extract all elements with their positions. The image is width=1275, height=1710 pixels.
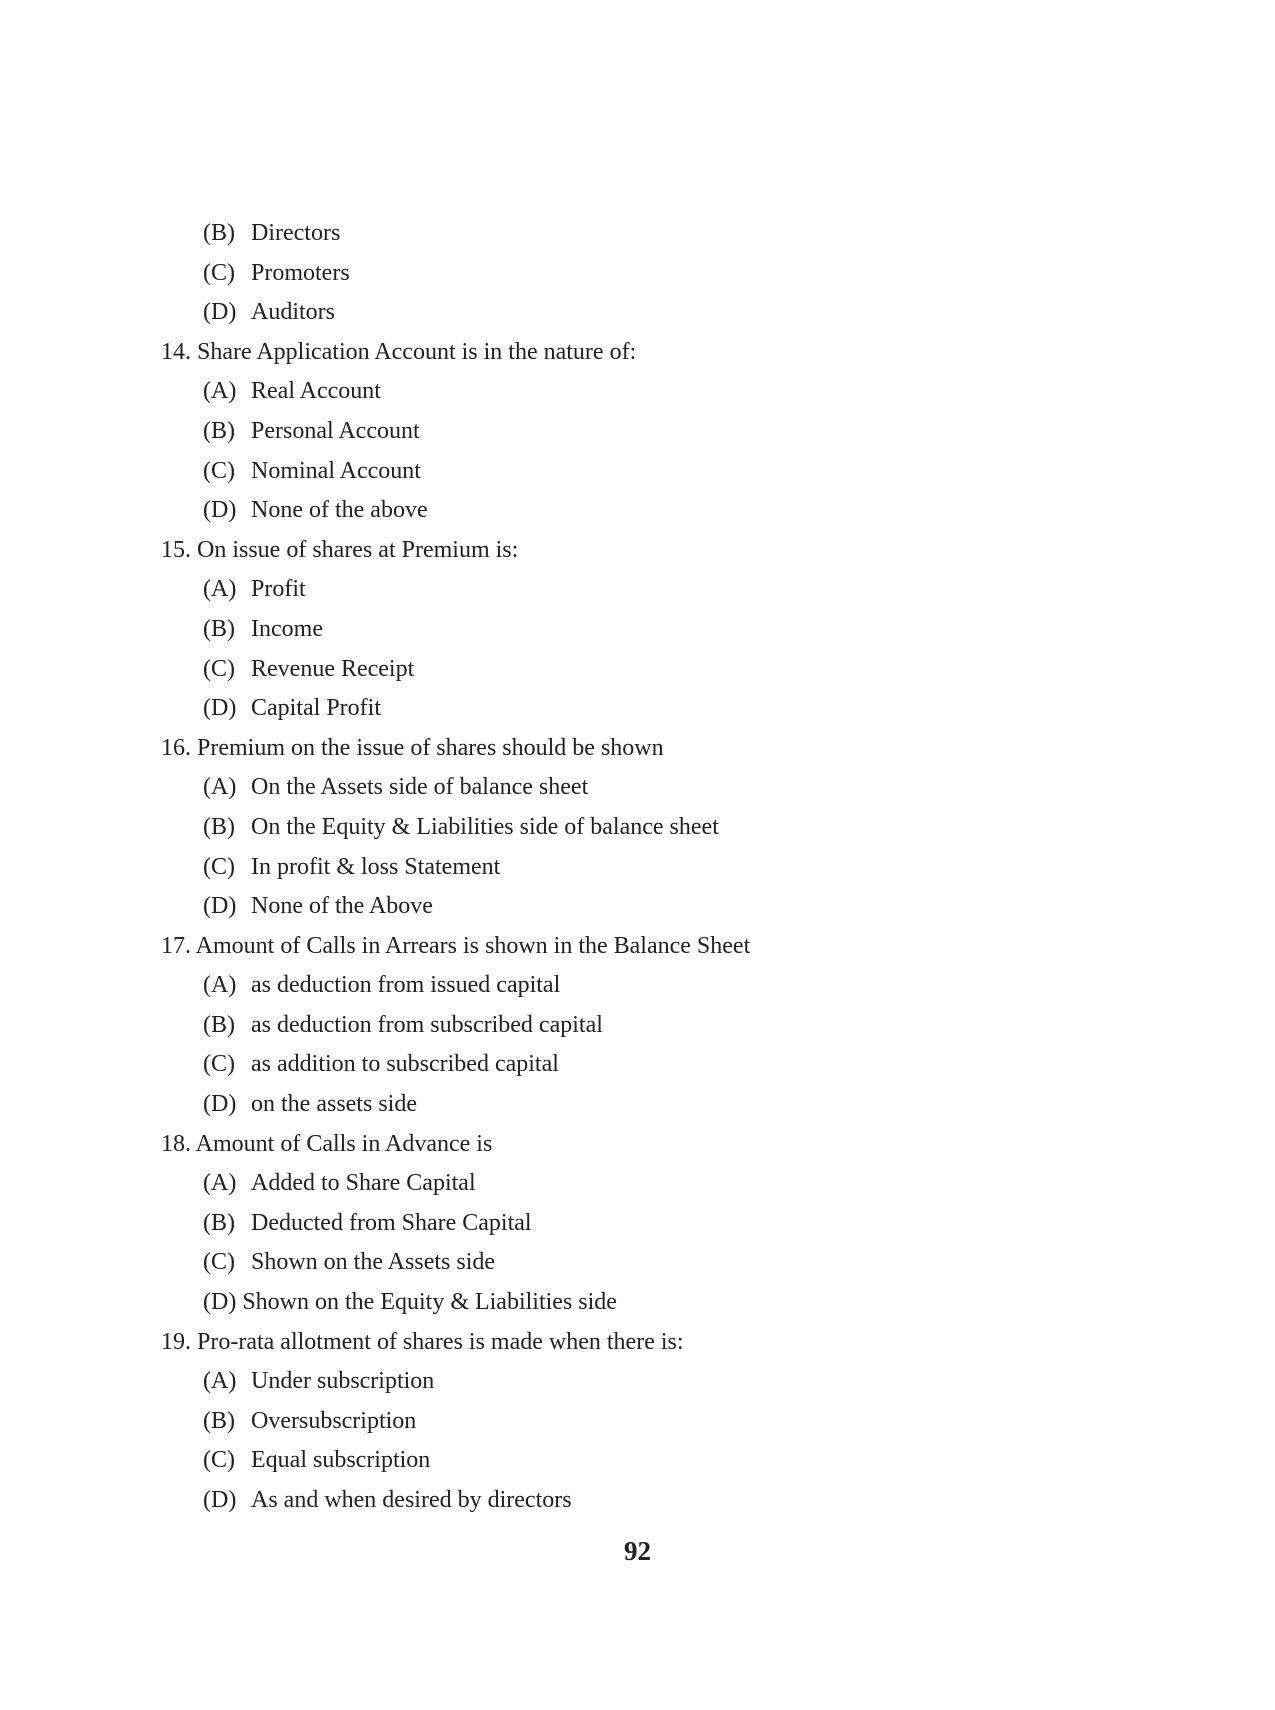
option-letter: (C) <box>203 457 235 484</box>
option-item <box>161 1006 1121 1046</box>
option-item <box>161 1045 1121 1085</box>
option-label: as deduction from subscribed capital <box>251 1011 603 1038</box>
option-label: None of the above <box>251 497 428 524</box>
option-letter: (A) <box>203 774 237 801</box>
option-letter: (B) <box>203 615 235 642</box>
option-item <box>161 808 1121 848</box>
option-label: Capital Profit <box>251 695 381 722</box>
option-label: As and when desired by directors <box>251 1487 572 1513</box>
option-label: Nominal Account <box>251 457 421 484</box>
option-label: Directors <box>251 220 341 246</box>
question-label: 14. Share Application Account is in the nature of: <box>161 338 637 365</box>
question-label: 15. On issue of shares at Premium is: <box>161 536 519 563</box>
option-item <box>161 887 1121 927</box>
option-item <box>161 1204 1121 1244</box>
question-label: 16. Premium on the issue of shares should be shown <box>161 734 664 761</box>
option-letter: (B) <box>203 1209 235 1236</box>
option-label: Added to Share Capital <box>251 1170 476 1197</box>
option-label: Profit <box>251 576 306 603</box>
option-letter: (C) <box>203 259 235 286</box>
option-letter: (D) <box>203 695 237 722</box>
option-letter: (B) <box>203 1407 235 1434</box>
option-label: In profit & loss Statement <box>251 853 501 880</box>
option-label: Real Account <box>251 378 381 405</box>
question-label: 18. Amount of Calls in Advance is <box>161 1130 493 1157</box>
option-item <box>161 1441 1121 1481</box>
option-item <box>161 254 1121 294</box>
option-item <box>161 1362 1121 1402</box>
question-text <box>161 729 1121 769</box>
option-label: (D) Shown on the Equity & Liabilities side <box>203 1289 617 1316</box>
option-letter: (D) <box>203 299 237 326</box>
option-letter: (C) <box>203 655 235 682</box>
page-number: 92 <box>624 1536 651 1566</box>
option-label: Under subscription <box>251 1368 435 1395</box>
option-letter: (D) <box>203 1091 237 1118</box>
option-letter: (B) <box>203 417 235 444</box>
option-label: as deduction from issued capital <box>251 972 561 999</box>
question-text <box>161 1323 1121 1363</box>
option-label: On the Assets side of balance sheet <box>251 774 589 801</box>
option-letter: (C) <box>203 1051 235 1078</box>
option-letter: (B) <box>203 813 235 840</box>
option-item <box>161 570 1121 610</box>
option-label: None of the Above <box>251 893 433 920</box>
option-label: Revenue Receipt <box>251 655 415 682</box>
option-item <box>161 452 1121 492</box>
option-item <box>161 372 1121 412</box>
option-letter: (A) <box>203 1368 237 1395</box>
option-item <box>161 966 1121 1006</box>
option-label: Promoters <box>251 259 350 286</box>
question-text <box>161 1125 1121 1165</box>
option-letter: (A) <box>203 576 237 603</box>
option-item <box>161 1085 1121 1125</box>
option-item <box>161 689 1121 729</box>
option-letter: (B) <box>203 220 235 246</box>
question-text <box>161 927 1121 967</box>
option-letter: (C) <box>203 1447 235 1474</box>
option-letter: (D) <box>203 497 237 524</box>
option-item <box>161 650 1121 690</box>
option-item <box>161 1481 1121 1521</box>
option-letter: (C) <box>203 1249 235 1276</box>
option-item <box>161 293 1121 333</box>
option-label: Personal Account <box>251 417 420 444</box>
option-letter: (D) <box>203 893 237 920</box>
option-label: Equal subscription <box>251 1447 431 1474</box>
option-label: Deducted from Share Capital <box>251 1209 532 1236</box>
option-label: Shown on the Assets side <box>251 1249 496 1276</box>
option-item <box>161 1283 1121 1323</box>
option-item <box>161 848 1121 888</box>
option-item <box>161 768 1121 808</box>
question-text <box>161 531 1121 571</box>
question-label: 17. Amount of Calls in Arrears is shown in the Balance Sheet <box>161 932 751 959</box>
option-item <box>161 610 1121 650</box>
option-letter: (A) <box>203 972 237 999</box>
option-item <box>161 1164 1121 1204</box>
option-item <box>161 491 1121 531</box>
option-item <box>161 214 1121 254</box>
option-item <box>161 412 1121 452</box>
option-letter: (A) <box>203 378 237 405</box>
option-label: as addition to subscribed capital <box>251 1051 559 1078</box>
option-letter: (A) <box>203 1170 237 1197</box>
option-letter: (D) <box>203 1487 237 1513</box>
option-item <box>161 1243 1121 1283</box>
question-label: 19. Pro-rata allotment of shares is made when there is: <box>161 1328 684 1355</box>
question-list <box>161 214 1121 1521</box>
option-letter: (C) <box>203 853 235 880</box>
option-item <box>161 1402 1121 1442</box>
option-label: Oversubscription <box>251 1407 417 1434</box>
option-letter: (B) <box>203 1011 235 1038</box>
option-label: Income <box>251 615 323 642</box>
option-label: on the assets side <box>251 1091 417 1118</box>
option-label: Auditors <box>251 299 335 326</box>
option-label: On the Equity & Liabilities side of balance sheet <box>251 813 719 840</box>
question-text <box>161 333 1121 373</box>
